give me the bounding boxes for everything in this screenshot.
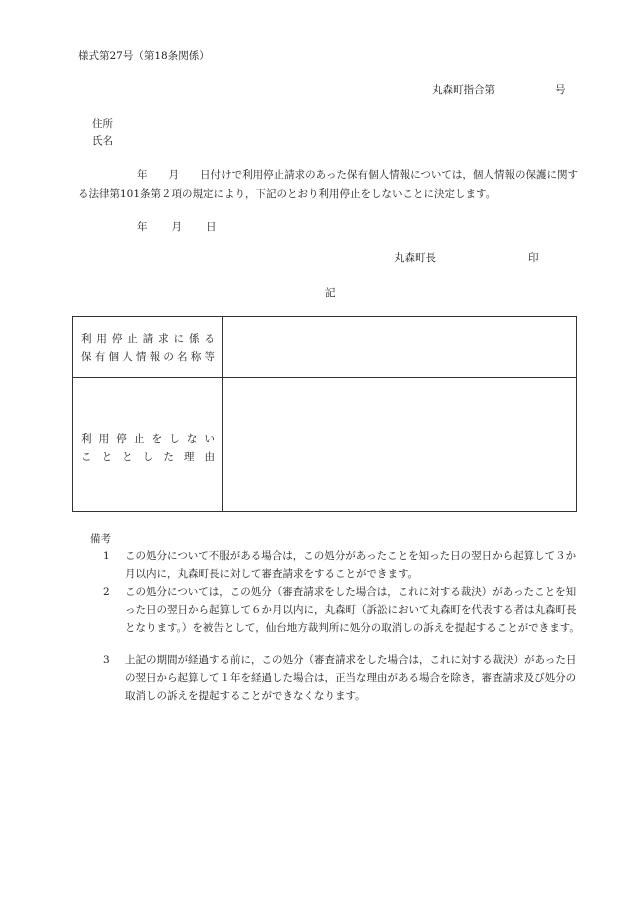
table-row-reason <box>73 378 576 511</box>
note-text: この処分については，この処分（審査請求をした場合は，これに対する裁決）があったことを知った日の翌日から起算して６か月以内に，丸森町（訴訟において丸森町を代表する者は丸森町長となります。）を被告として，仙台地方裁判所に処分の取消しの訴えを提起することができます。 <box>125 586 580 634</box>
table-row2-label-line1: 利用停止をしない <box>81 433 215 445</box>
info-table <box>72 316 577 512</box>
table-row2-label-line2: こととした理由 <box>81 451 215 463</box>
table-row2-value <box>223 378 576 511</box>
table-row1-value <box>223 317 576 377</box>
date-day: 日 <box>206 221 217 233</box>
form-number: 様式第27号（第18条関係） <box>78 50 210 62</box>
table-label-cell <box>73 317 223 377</box>
notes-title: 備考 <box>90 533 111 545</box>
date-year: 年 <box>137 221 148 233</box>
issuer-title: 丸森町長 <box>394 252 436 264</box>
decision-body-text-content: 年 月 日付けで利用停止請求のあった保有個人情報については，個人情報の保護に関する法律第101条第２項の規定により，下記のとおり利用停止をしないことに決定します。 <box>78 169 578 200</box>
table-row1-label-line2: 保有個人情報の名称等 <box>81 351 215 363</box>
ki-heading: 記 <box>325 287 336 299</box>
note-number: 3 <box>103 654 110 666</box>
name-label: 氏名 <box>92 135 113 147</box>
note-item <box>103 547 583 583</box>
note-item <box>103 583 583 637</box>
document-number-suffix: 号 <box>555 84 566 96</box>
seal-mark: 印 <box>528 252 539 264</box>
document-number <box>432 82 566 97</box>
decision-body-text <box>78 166 578 204</box>
document-number-prefix: 丸森町指合第 <box>432 84 495 96</box>
note-number: 1 <box>103 550 110 562</box>
table-row-information-name <box>73 317 576 378</box>
table-label-cell <box>73 378 223 511</box>
note-number: 2 <box>103 586 110 598</box>
address-label: 住所 <box>92 118 113 130</box>
note-item <box>103 651 583 705</box>
issuer <box>394 250 539 265</box>
note-text: この処分について不服がある場合は，この処分があったことを知った日の翌日から起算して３か月以内に，丸森町長に対して審査請求をすることができます。 <box>125 550 577 580</box>
note-text: 上記の期間が経過する前に，この処分（審査請求をした場合は，これに対する裁決）があった日の翌日から起算して１年を経過した場合は，正当な理由がある場合を除き，審査請求及び処分の取消しの訴えを提起することができなくなります。 <box>125 654 577 702</box>
decision-date <box>137 219 217 234</box>
table-row1-label-line1: 利用停止請求に係る <box>81 333 215 345</box>
date-month: 月 <box>171 221 182 233</box>
